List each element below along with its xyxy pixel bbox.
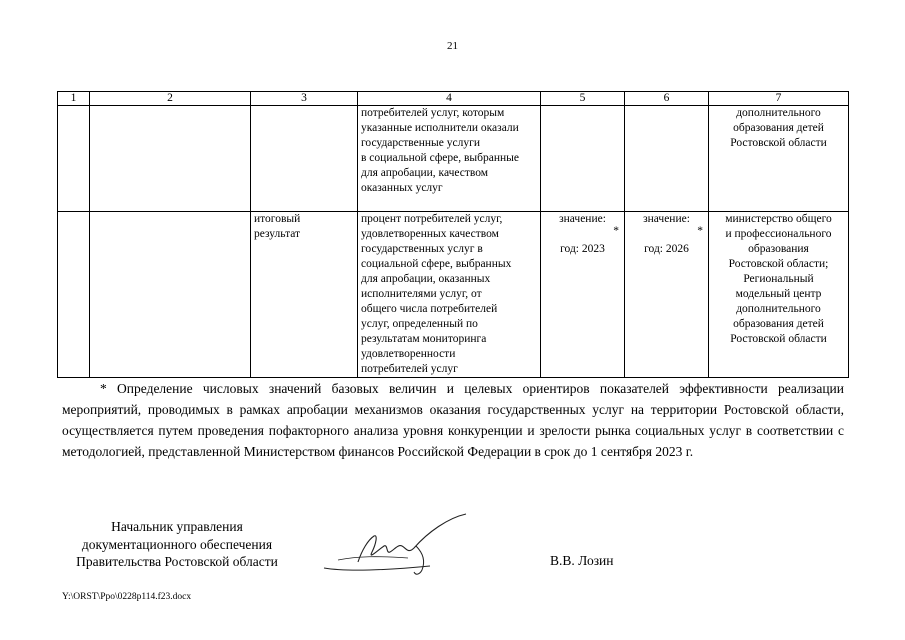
cell-line: дополнительного	[736, 107, 821, 119]
table-cell	[625, 106, 709, 212]
indicator-description-cell	[358, 106, 541, 212]
cell-line: и профессионального	[725, 228, 832, 240]
value-label: значение:	[643, 213, 690, 225]
value-year: год: 2026	[644, 243, 689, 255]
cell-line: образования	[748, 243, 809, 255]
cell-line: результат	[254, 228, 301, 240]
signer-title-line: Правительства Ростовской области	[76, 554, 278, 569]
column-header: 5	[541, 92, 625, 106]
cell-line: удовлетворенных качеством	[361, 228, 499, 240]
responsible-cell	[709, 212, 849, 378]
column-header: 1	[58, 92, 90, 106]
table-row	[58, 212, 849, 378]
cell-line: образования детей	[733, 318, 824, 330]
cell-line: указанные исполнители оказали	[361, 122, 519, 134]
cell-line: модельный центр	[735, 288, 822, 300]
table-row	[58, 106, 849, 212]
signer-name: В.В. Лозин	[550, 553, 614, 568]
indicator-description-cell	[358, 212, 541, 378]
cell-line: для апробации, оказанных	[361, 273, 491, 285]
cell-line: Ростовской области	[730, 137, 827, 149]
cell-line: процент потребителей услуг,	[361, 213, 503, 225]
target-value-cell	[625, 212, 709, 378]
cell-line: общего числа потребителей	[361, 303, 498, 315]
cell-line: потребителей услуг	[361, 363, 458, 375]
column-header: 2	[90, 92, 251, 106]
cell-line: Региональный	[743, 273, 814, 285]
handwritten-signature	[318, 510, 468, 578]
cell-line: министерство общего	[725, 213, 832, 225]
signer-title-line: Начальник управления	[111, 519, 243, 534]
base-value-cell	[541, 212, 625, 378]
cell-line: удовлетворенности	[361, 348, 456, 360]
cell-line: социальной сфере, выбранных	[361, 258, 512, 270]
cell-line: потребителей услуг, которым	[361, 107, 505, 119]
cell-line: результатам мониторинга	[361, 333, 487, 345]
cell-line: для апробации, качеством	[361, 167, 489, 179]
cell-line: образования детей	[733, 122, 824, 134]
file-path: Y:\ORST\Ppo\0228p114.f23.docx	[62, 592, 192, 602]
cell-line: государственных услуг в	[361, 243, 483, 255]
column-header: 6	[625, 92, 709, 106]
table-cell	[251, 106, 358, 212]
cell-line: Ростовской области	[730, 333, 827, 345]
cell-line: дополнительного	[736, 303, 821, 315]
cell-line: в социальной сфере, выбранные	[361, 152, 519, 164]
footnote-paragraph: * Определение числовых значений базовых величин и целевых ориентиров показателей эффективности реализации мероприятий, проводимых в рамках апробации механизмов оказания государственных услуг на территории Ростовской области, осуществляется путем проведения пофакторного анализа уровня конкуренции и зрелости рынка социальных услуг в соответствии с методологией, представленной Министерством финансов Российской Федерации в срок до 1 сентября 2023 г.	[62, 381, 844, 459]
cell-line: оказанных услуг	[361, 182, 443, 194]
table-cell	[541, 106, 625, 212]
signer-title-line: документационного обеспечения	[81, 536, 273, 552]
table-cell	[90, 106, 251, 212]
cell-line: итоговый	[254, 213, 301, 225]
value-label: значение:	[559, 213, 606, 225]
column-header: 4	[358, 92, 541, 106]
cell-line: услуг, определенный по	[361, 318, 478, 330]
result-type-cell	[251, 212, 358, 378]
cell-line: Ростовской области;	[728, 258, 829, 270]
footnote-marker: *	[613, 225, 619, 237]
column-header: 3	[251, 92, 358, 106]
column-header: 7	[709, 92, 849, 106]
signer-title	[62, 518, 292, 571]
table-cell	[58, 106, 90, 212]
results-table	[57, 91, 849, 378]
table-cell	[58, 212, 90, 378]
table-cell	[90, 212, 251, 378]
value-year: год: 2023	[560, 243, 605, 255]
table-header-row	[58, 92, 849, 106]
responsible-cell	[709, 106, 849, 212]
cell-line: исполнителями услуг, от	[361, 288, 482, 300]
page-number: 21	[447, 40, 458, 52]
footnote-marker: *	[697, 225, 703, 237]
cell-line: государственные услуги	[361, 137, 480, 149]
